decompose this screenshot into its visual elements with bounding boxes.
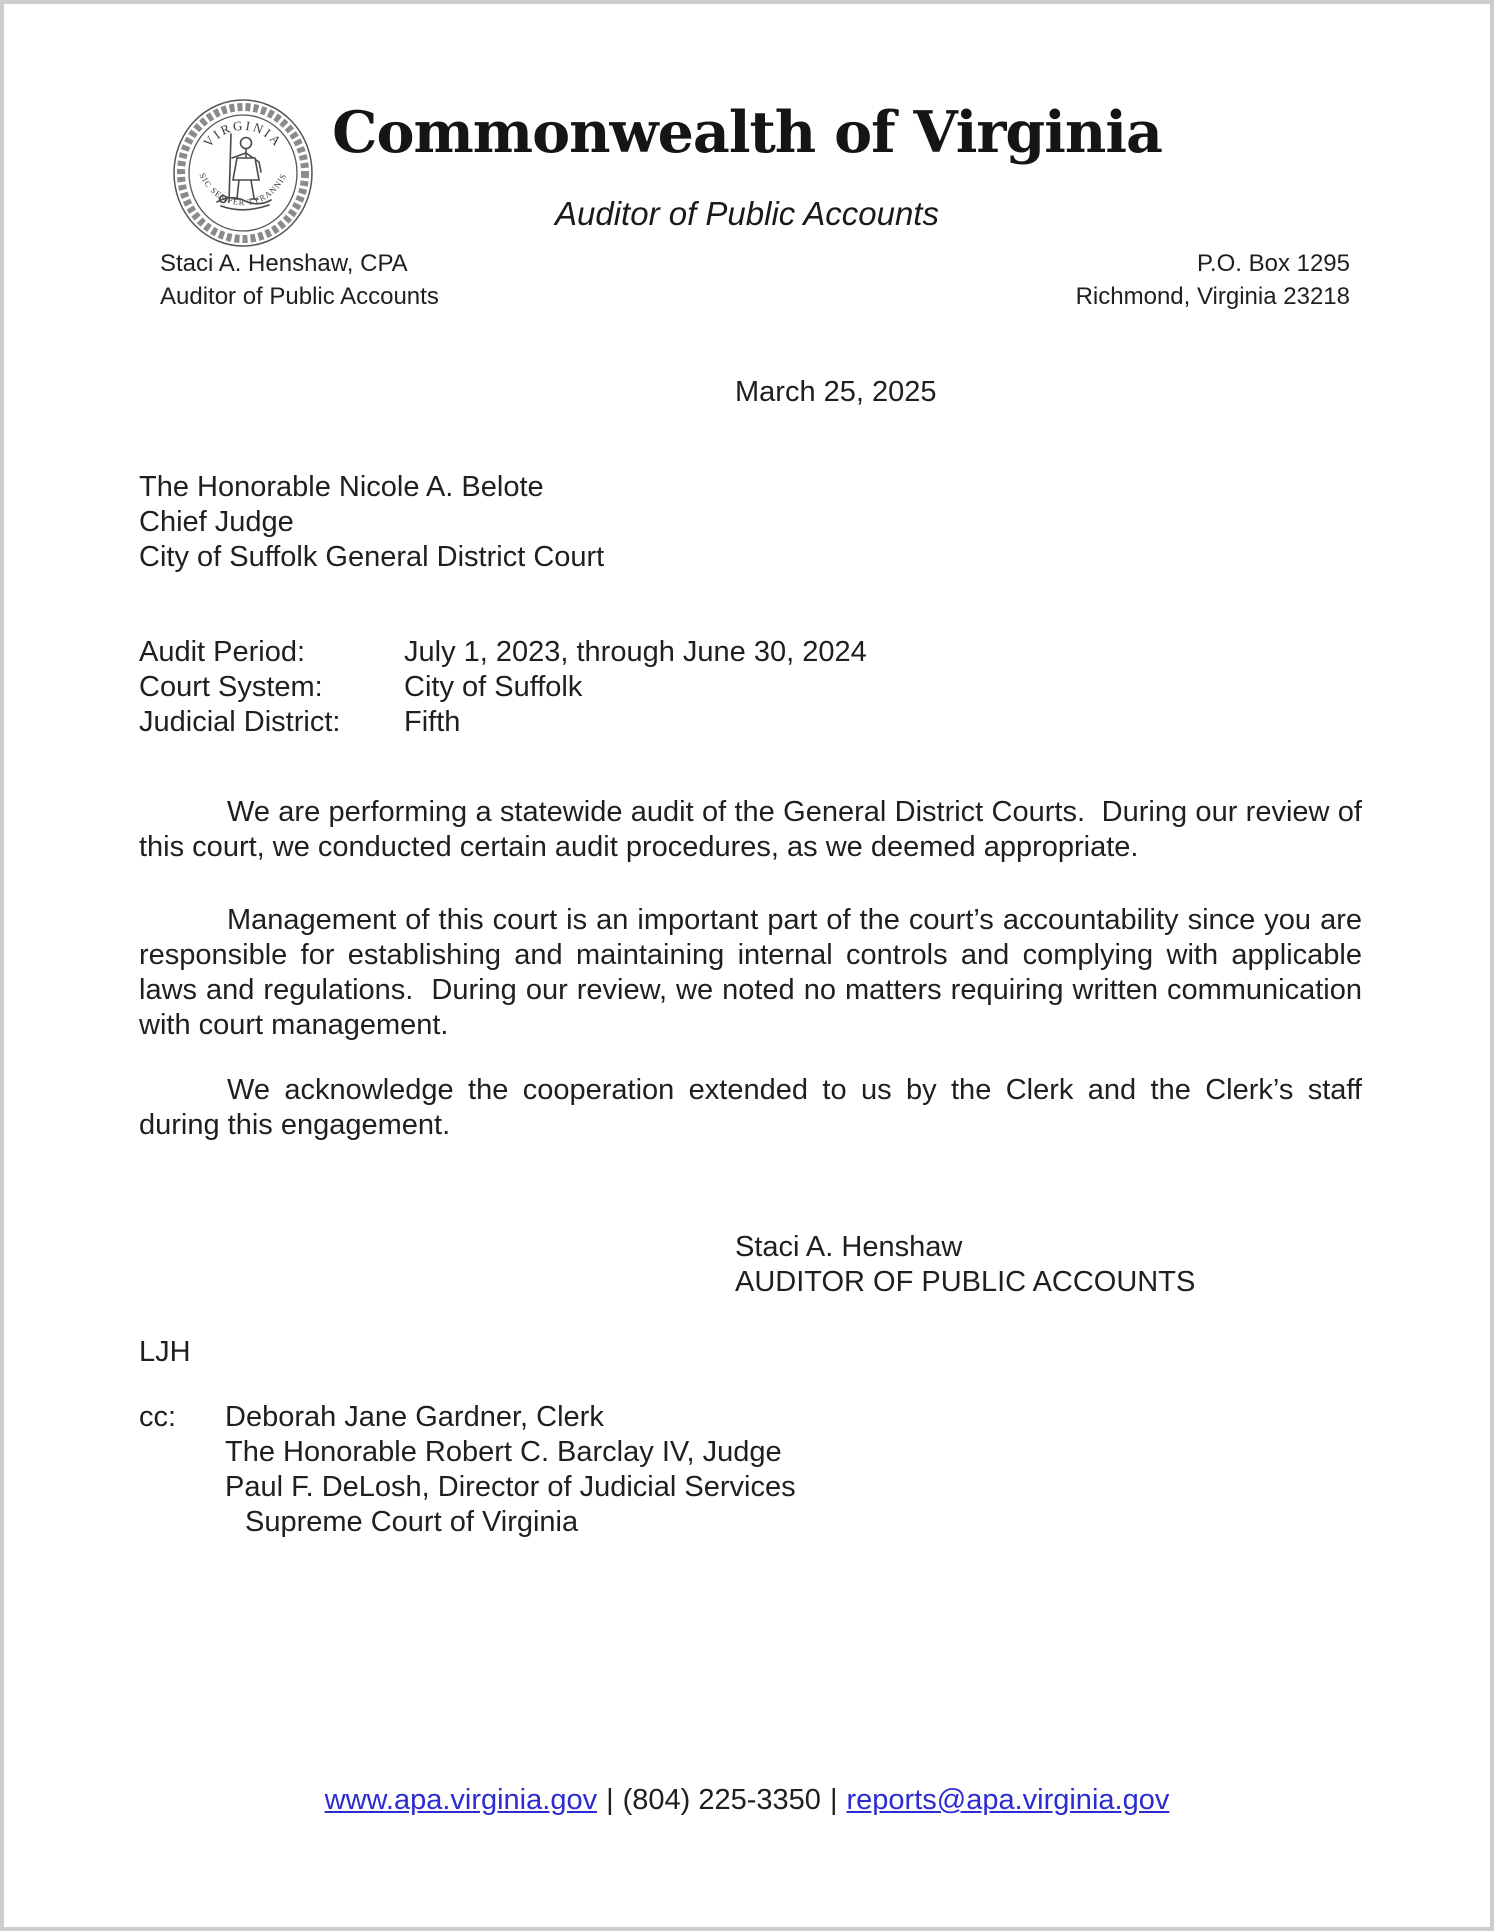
audit-period-label: Audit Period: [139,636,306,668]
cc-clerk: Deborah Jane Gardner, Clerk [225,1401,604,1433]
letter-content [139,375,1362,1540]
recipient-court: City of Suffolk General District Court [139,541,605,573]
letter-date: March 25, 2025 [735,376,937,408]
seal-bottom-text: SIC SEMPER TYRANNIS [197,171,289,208]
footer-separator: | [829,1784,838,1816]
cc-director: Paul F. DeLosh, Director of Judicial Services [225,1471,796,1503]
phone-number: (804) 225-3350 [622,1784,821,1816]
website-link[interactable]: www.apa.virginia.gov [324,1784,598,1816]
audit-period-row [139,635,1362,670]
footer-separator: | [606,1784,614,1816]
signature-block [735,1230,1362,1300]
po-box-line: P.O. Box 1295 [1197,250,1350,277]
cc-judge: The Honorable Robert C. Barclay IV, Judge [225,1436,782,1468]
cc-list [225,1400,796,1540]
cc-supreme-court: Supreme Court of Virginia [245,1506,579,1538]
judicial-district-row [139,705,1362,740]
letterhead-subtitle: Auditor of Public Accounts [555,195,939,232]
judicial-district-value: Fifth [404,706,461,738]
auditor-title: Auditor of Public Accounts [160,283,439,310]
court-system-row [139,670,1362,705]
recipient-title: Chief Judge [139,506,294,538]
paragraph-management: Management of this court is an important part of the court’s accountability since you are responsible for establishing and maintaining internal controls and complying with applicable laws and regulations. During our review, we noted no matters requiring written communication with court management. [139,904,1362,1041]
signer-title: AUDITOR OF PUBLIC ACCOUNTS [735,1266,1196,1298]
audit-period-value: July 1, 2023, through June 30, 2024 [404,636,867,668]
city-state-zip-line: Richmond, Virginia 23218 [1075,283,1350,310]
auditor-name-block [160,247,439,313]
typist-initials: LJH [139,1336,191,1368]
judicial-district-label: Judicial District: [139,706,341,738]
letterhead-title: Commonwealth of Virginia [332,99,1162,166]
cc-label: cc: [139,1401,177,1433]
court-system-label: Court System: [139,671,323,703]
signer-name: Staci A. Henshaw [735,1231,963,1263]
paragraph-audit-scope: We are performing a statewide audit of the General District Courts. During our review of this court, we conducted certain audit procedures, as we deemed appropriate. [139,796,1362,863]
address-block [1076,247,1350,313]
court-system-value: City of Suffolk [404,671,583,703]
page-footer [4,1783,1490,1818]
seal-top-text: VIRGINIA [200,117,286,151]
paragraph-acknowledgement: We acknowledge the cooperation extended to us by the Clerk and the Clerk’s staff during this engagement. [139,1074,1362,1141]
recipient-block [139,470,1362,575]
auditor-name: Staci A. Henshaw, CPA [160,250,408,277]
audit-details [139,635,1362,740]
cc-block [139,1400,1362,1540]
email-link[interactable]: reports@apa.virginia.gov [846,1784,1170,1816]
recipient-name: The Honorable Nicole A. Belote [139,471,544,503]
